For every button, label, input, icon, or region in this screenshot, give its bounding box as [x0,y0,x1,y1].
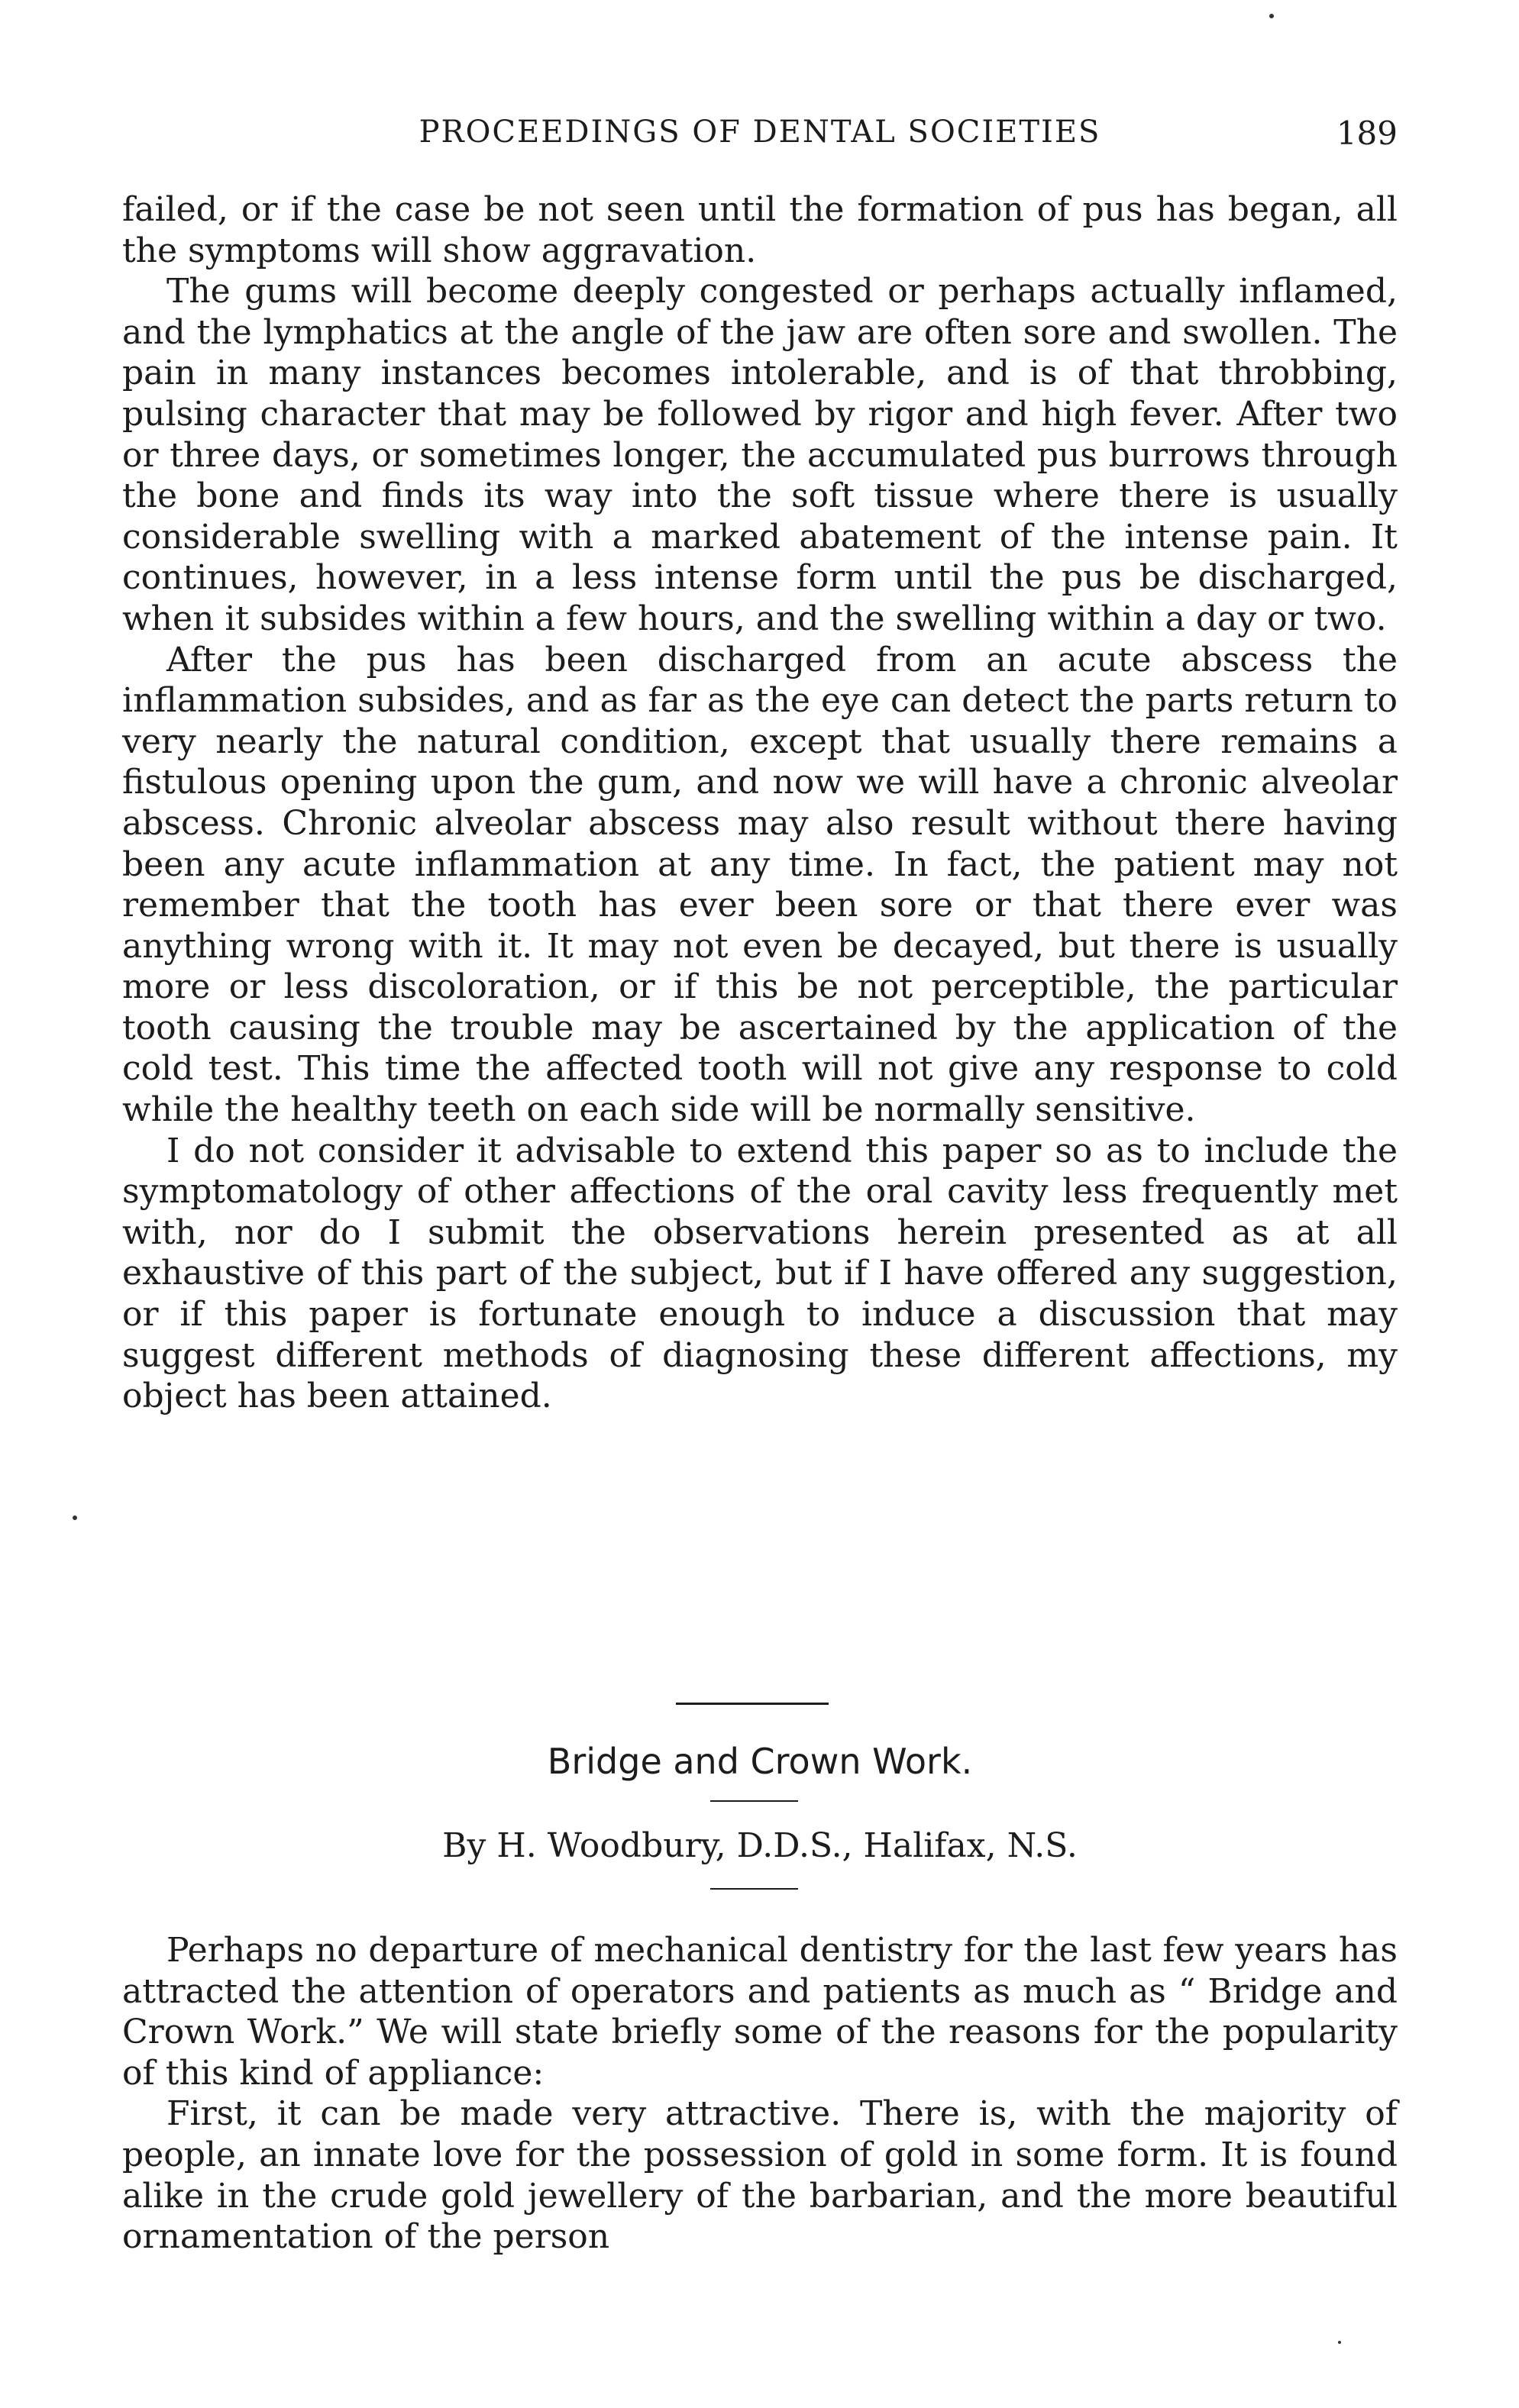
article-paragraph-2: First, it can be made very attractive. There is, with the majority of people, an innate love for the possession of gold in some form. It is found alike in the crude gold jewellery of the barbarian, and the more beautiful ornamentation of the person [122,2094,1398,2257]
article-text [122,1930,1398,2258]
paragraph-2: The gums will become deeply congested or perhaps actually inflamed, and the lymphatics at the angle of the jaw are often sore and swollen. The pain in many instances becomes intolerable, and is of that throbbing, pulsing character that may be followed by rigor and high fever. After two or three days, or sometimes longer, the accumulated pus burrows through the bone and finds its way into the soft tissue where there is usually considerable swelling with a marked abatement of the intense pain. It continues, however, in a less intense form until the pus be discharged, when it subsides within a few hours, and the swelling within a day or two. [122,272,1398,638]
running-head [122,115,1398,160]
print-speck [1269,14,1274,18]
paragraph-4: I do not consider it advisable to extend this paper so as to include the symptomatology of other affections of the oral cavity less frequently met with, nor do I submit the observations herein presented as at all exhaustive of this part of the subject, but if I have offered any suggestion, or if this paper is fortunate enough to induce a discussion that may suggest different methods of diagnosing these different affections, my object has been attained. [122,1131,1398,1416]
paragraph-3: After the pus has been discharged from an acute abscess the inflammation subsides, and as far as the eye can detect the parts return to very nearly the natural condition, except that usually there remains a fistulous opening upon the gum, and now we will have a chronic alveolar abscess. Chronic alveolar abscess may also result without there having been any acute inflammation at any time. In fact, the patient may not remember that the tooth has ever been sore or that there ever was anything wrong with it. It may not even be decayed, but there is usually more or less discoloration, or if this be not perceptible, the particular tooth causing the trouble may be ascertained by the application of the cold test. This time the affected tooth will not give any response to cold while the healthy teeth on each side will be normally sensitive. [122,640,1398,1130]
page-number: 189 [1336,115,1398,152]
article-paragraph-1: Perhaps no departure of mechanical dentistry for the last few years has attracted the attention of operators and patients as much as “ Bridge and Crown Work.” We will state briefly some of the reasons for the popularity of this kind of appliance: [122,1931,1398,2093]
running-title: PROCEEDINGS OF DENTAL SOCIETIES [419,115,1101,150]
byline-underline [710,1888,798,1890]
article-byline: By H. Woodbury, D.D.S., Halifax, N.S. [442,1826,1078,1865]
section-divider [676,1703,829,1705]
print-speck [1338,2341,1341,2344]
print-speck [73,1515,77,1520]
continued-text [122,189,1398,1417]
article-title: Bridge and Crown Work. [547,1741,973,1782]
paragraph-1: failed, or if the case be not seen until the formation of pus has began, all the symptoms will show aggravation. [122,190,1398,270]
title-underline [710,1800,798,1802]
